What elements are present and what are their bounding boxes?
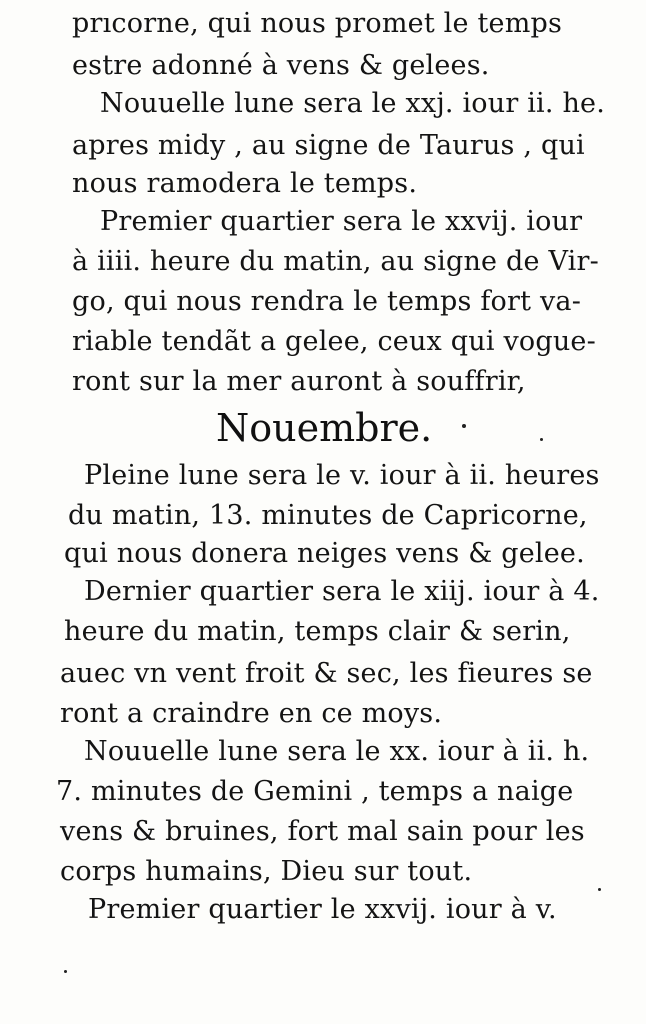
text-line: à iiii. heure du matin, au signe de Vir- [72,246,599,277]
text-line: riable tendãt a gelee, ceux qui vogue- [72,326,596,357]
text-line: heure du matin, temps clair & serin, [64,616,571,647]
paragraph-start-line: Pleine lune sera le v. iour à ii. heures [84,460,600,491]
text-line: apres midy , au signe de Taurus , qui [72,130,585,161]
paragraph-start-line: Premier quartier sera le xxvij. iour [100,206,583,237]
text-line: prıcorne, qui nous promet le temps [72,8,563,39]
text-line: ront sur la mer auront à souffrir, [72,366,526,397]
ink-speck [64,970,67,973]
paragraph-start-line: Premier quartier le xxvij. iour à v. [88,894,557,925]
text-line: ront a craindre en ce moys. [60,698,443,729]
text-line: vens & bruines, fort mal sain pour les [60,816,585,847]
ink-speck [598,888,601,891]
text-line: du matin, 13. minutes de Capricorne, [68,500,588,531]
month-heading: Nouembre. [216,406,433,450]
text-line: nous ramodera le temps. [72,168,418,199]
paragraph-start-line: Nouuelle lune sera le xx. iour à ii. h. [84,736,590,767]
text-line: 7. minutes de Gemini , temps a naige [56,776,574,807]
paragraph-start-line: Nouuelle lune sera le xxj. iour ii. he. [100,88,606,119]
text-line: go, qui nous rendra le temps fort va- [72,286,582,317]
text-line: auec vn vent froit & sec, les fieures se [60,658,593,689]
text-line: estre adonné à vens & gelees. [72,50,490,81]
paragraph-start-line: Dernier quartier sera le xiij. iour à 4. [84,576,600,607]
ink-speck [540,438,543,441]
text-line: corps humains, Dieu sur tout. [60,856,473,887]
ink-speck [462,424,466,428]
text-line: qui nous donera neiges vens & gelee. [64,538,585,569]
